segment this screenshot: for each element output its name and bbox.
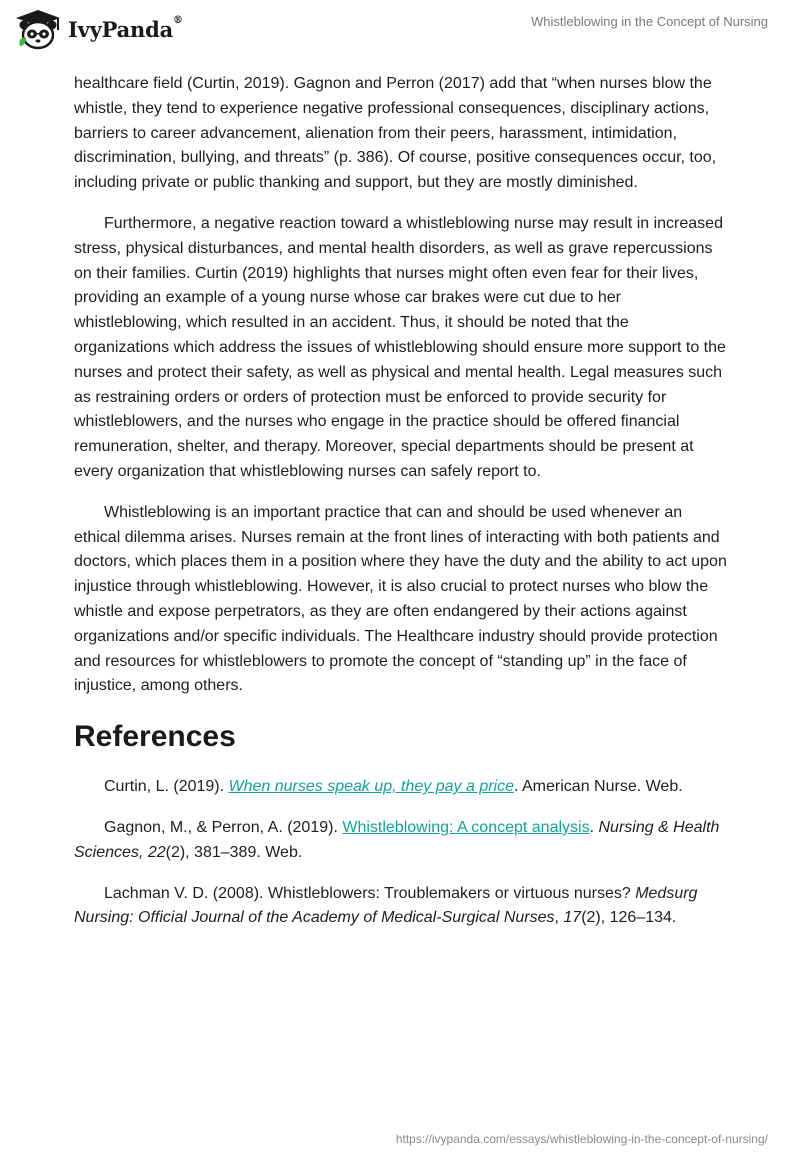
reference-text: Gagnon, M., & Perron, A. (2019). <box>104 818 343 836</box>
reference-volume: 17 <box>563 909 582 927</box>
essay-content <box>74 72 728 947</box>
reference-item <box>74 775 728 800</box>
reference-text: . American Nurse. Web. <box>514 778 683 796</box>
reference-item <box>74 816 728 866</box>
paragraph: Whistleblowing is an important practice that can and should be used whenever an ethical dilemma arises. Nurses remain at the front lines of interacting with both patients and doctors, which places them in a position where they have the duty and the ability to act upon injustice through whistleblowing. However, it is also crucial to protect nurses who blow the whistle and expose perpetrators, as they are often endangered by their actions against organizations and/or specific individuals. The Healthcare industry should provide protection and resources for whistleblowers to promote the concept of “standing up” in the face of injustice, among others. <box>74 503 727 695</box>
reference-link[interactable]: Whistleblowing: A concept analysis <box>342 818 590 836</box>
reference-item <box>74 882 728 932</box>
reference-text: Curtin, L. (2019). <box>104 778 229 796</box>
logo-text: IvyPanda® <box>68 14 183 42</box>
logo[interactable] <box>14 8 183 50</box>
page-header <box>0 0 800 60</box>
panda-logo-icon <box>14 8 62 50</box>
reference-text: . <box>589 818 599 836</box>
reference-text: (2), 126–134. <box>581 909 677 927</box>
reference-text: , <box>554 909 564 927</box>
reference-journal: Nursing & Health Sciences, 22 <box>74 818 720 861</box>
paragraph: Furthermore, a negative reaction toward a whistleblowing nurse may result in increased stress, physical disturbances, and mental health disorders, as well as grave repercussions on their families. Curtin (2019) highlights that nurses might often even fear for their lives, providing an example of a young nurse whose car brakes were cut due to her whistleblowing, which resulted in an accident. Thus, it should be noted that the organizations which address the issues of whistleblowing should ensure more support to the nurses and protect their safety, as well as physical and mental health. Legal measures such as restraining orders or orders of protection must be enforced to provide security for whistleblowers, and the nurses who engage in the practice should be offered financial remuneration, shelter, and therapy. Moreover, special departments should be present at every organization that whistleblowing nurses can safely report to. <box>74 214 726 480</box>
reference-journal: Medsurg Nursing: Official Journal of the Academy of Medical-Surgical Nurses <box>74 884 698 927</box>
document-title: Whistleblowing in the Concept of Nursing <box>530 14 768 29</box>
footer-url[interactable]: https://ivypanda.com/essays/whistleblowing-in-the-concept-of-nursing/ <box>395 1132 768 1146</box>
reference-text: (2), 381–389. Web. <box>165 843 303 861</box>
reference-text: Lachman V. D. (2008). Whistleblowers: Troublemakers or virtuous nurses? <box>104 884 636 902</box>
paragraph: healthcare field (Curtin, 2019). Gagnon and Perron (2017) add that “when nurses blow the whistle, they tend to experience negative professional consequences, disciplinary actions, barriers to career advancement, alienation from their peers, harassment, intimidation, discrimination, bullying, and threats” (p. 386). Of course, positive consequences occur, too, including private or public thanking and support, but they are mostly diminished. <box>74 75 717 192</box>
references-heading: References <box>74 720 236 754</box>
reference-link[interactable]: When nurses speak up, they pay a price <box>228 778 514 796</box>
